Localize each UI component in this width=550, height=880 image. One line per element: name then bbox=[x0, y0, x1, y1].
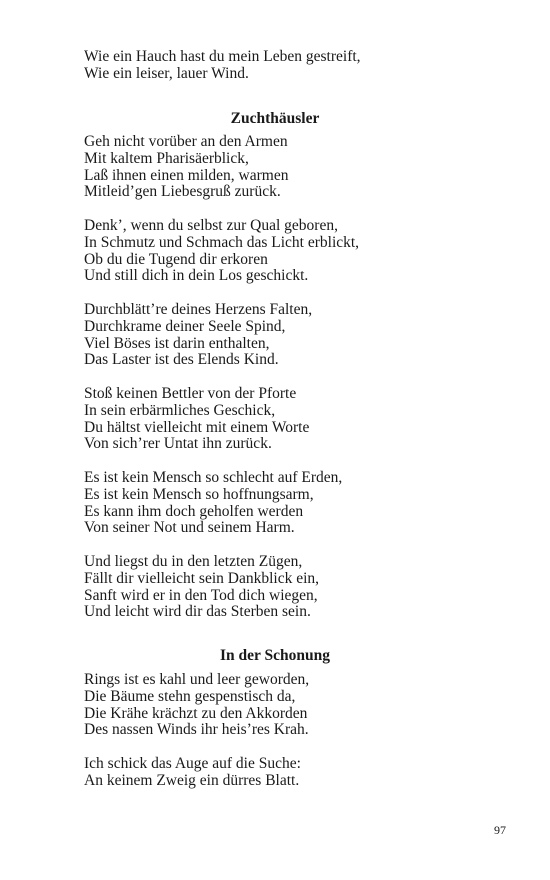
poem-line: Von seiner Not und seinem Harm. bbox=[84, 519, 295, 537]
poem-stanza bbox=[84, 49, 484, 83]
poem-stanza bbox=[84, 756, 484, 790]
poem-line: Und leicht wird dir das Sterben sein. bbox=[84, 603, 311, 621]
poem-line: Des nassen Winds ihr heis’res Krah. bbox=[84, 721, 309, 739]
poem-line: Durchkrame deiner Seele Spind, bbox=[84, 317, 286, 335]
poem-line: Es ist kein Mensch so hoffnungsarm, bbox=[84, 485, 314, 503]
poem-line: Von sich’rer Untat ihn zurück. bbox=[84, 435, 272, 453]
poem-stanza bbox=[84, 302, 484, 369]
poem-line: In Schmutz und Schmach das Licht erblickt, bbox=[84, 233, 360, 251]
poem-line: Die Bäume stehn gespenstisch da, bbox=[84, 687, 296, 705]
poem-line: Sanft wird er in den Tod dich wiegen, bbox=[84, 586, 318, 604]
poem-line: Und liegst du in den letzten Zügen, bbox=[84, 553, 303, 570]
poem-line: Fällt dir vielleicht sein Dankblick ein, bbox=[84, 569, 320, 587]
poem-title: In der Schonung bbox=[220, 647, 330, 664]
poem-line: Ob du die Tugend dir erkoren bbox=[84, 250, 268, 268]
poem-stanza bbox=[84, 470, 484, 537]
poem-line: Durchblätt’re deines Herzens Falten, bbox=[84, 301, 313, 318]
poem-line: Viel Böses ist darin enthalten, bbox=[84, 334, 270, 352]
poem-line: Wie ein Hauch hast du mein Leben gestreift, bbox=[84, 48, 361, 65]
poem-line: Stoß keinen Bettler von der Pforte bbox=[84, 385, 297, 402]
poem-line: Ich schick das Auge auf die Suche: bbox=[84, 755, 301, 772]
poem-line: An keinem Zweig ein dürres Blatt. bbox=[84, 771, 300, 789]
poem-line: In sein erbärmliches Geschick, bbox=[84, 401, 276, 419]
page-number: 97 bbox=[494, 823, 506, 837]
poem-stanza bbox=[84, 134, 484, 201]
poem-stanza bbox=[84, 554, 484, 621]
poem-line: Rings ist es kahl und leer geworden, bbox=[84, 671, 310, 688]
poem-line: Und still dich in dein Los geschickt. bbox=[84, 267, 309, 285]
poem-stanza bbox=[84, 386, 484, 453]
poem-line: Es ist kein Mensch so schlecht auf Erden, bbox=[84, 469, 343, 486]
poem-line: Es kann ihm doch geholfen werden bbox=[84, 502, 304, 520]
poem-line: Du hältst vielleicht mit einem Worte bbox=[84, 418, 310, 436]
poem-line: Die Krähe krächzt zu den Akkorden bbox=[84, 704, 308, 722]
poem-line: Wie ein leiser, lauer Wind. bbox=[84, 64, 249, 82]
poem-line: Laß ihnen einen milden, warmen bbox=[84, 166, 289, 184]
poem-title: Zuchthäusler bbox=[230, 110, 320, 127]
poem-line: Das Laster ist des Elends Kind. bbox=[84, 351, 279, 369]
poem-stanza bbox=[84, 218, 484, 285]
poem-stanza bbox=[84, 672, 484, 739]
poem-line: Mitleid’gen Liebesgruß zurück. bbox=[84, 183, 281, 201]
poem-line: Denk’, wenn du selbst zur Qual geboren, bbox=[84, 217, 338, 234]
poem-line: Geh nicht vorüber an den Armen bbox=[84, 133, 288, 150]
poem-line: Mit kaltem Pharisäerblick, bbox=[84, 149, 249, 167]
